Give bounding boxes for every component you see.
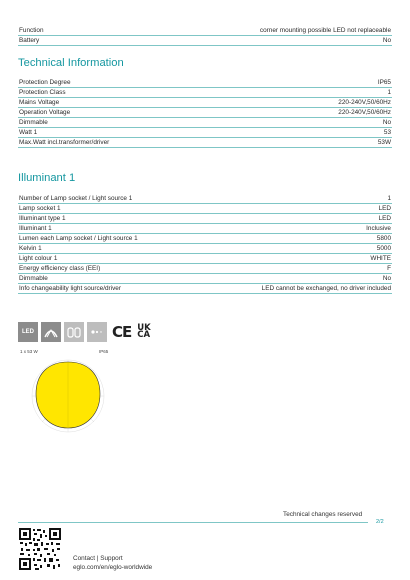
table-row [18, 36, 392, 46]
row-value: 1 [387, 195, 391, 202]
table-row [18, 194, 392, 204]
page-number: 2/2 [376, 519, 384, 525]
dimming-icon [87, 322, 107, 342]
ukca-mark-icon: UK CA [137, 322, 151, 340]
row-value: Inclusive [366, 225, 391, 232]
row-value: No [382, 275, 391, 282]
row-value: corner mounting possible LED not replaceable [259, 27, 391, 34]
section-heading-technical: Technical Information [18, 57, 124, 69]
row-label: Info changeability light source/driver [19, 285, 121, 292]
row-label: Watt 1 [19, 129, 38, 136]
row-value: 5800 [376, 235, 391, 242]
table-row [18, 284, 392, 294]
row-value: 53W [377, 139, 391, 146]
row-value: No [382, 119, 391, 126]
beam-angle-icon [41, 322, 61, 342]
row-label: Illuminant type 1 [19, 215, 66, 222]
led-icon: LED [18, 322, 38, 342]
table-row [18, 214, 392, 224]
row-label: Lumen each Lamp socket / Light source 1 [19, 235, 138, 242]
table-row [18, 274, 392, 284]
general-table [18, 26, 392, 46]
section-heading-illuminant: Illuminant 1 [18, 172, 76, 184]
row-label: Light colour 1 [19, 255, 58, 262]
row-value: LED [378, 215, 391, 222]
row-label: Dimmable [19, 119, 48, 126]
technical-changes-notice: Technical changes reserved [283, 511, 363, 518]
row-label: Max.Watt incl.transformer/driver [19, 139, 110, 146]
table-row [18, 128, 392, 138]
row-value: 1 [387, 89, 391, 96]
row-label: Number of Lamp socket / Light source 1 [19, 195, 133, 202]
row-label: Illuminant 1 [19, 225, 52, 232]
table-row [18, 204, 392, 214]
ceiling-mount-icon [64, 322, 84, 342]
row-value: F [387, 265, 391, 272]
photometry-ip-label: IP65 [99, 349, 109, 354]
footer-divider [18, 522, 368, 523]
table-row [18, 78, 392, 88]
row-label: Operation Voltage [19, 109, 71, 116]
row-label: Mains Voltage [19, 99, 60, 106]
feature-icons [18, 322, 151, 342]
table-row [18, 26, 392, 36]
contact-url[interactable]: eglo.com/en/eglo-worldwide [73, 564, 153, 571]
photometry-watt-label: 1 x 53 W [20, 349, 38, 354]
row-label: Protection Degree [19, 79, 71, 86]
table-row [18, 138, 392, 148]
table-row [18, 264, 392, 274]
row-label: Lamp socket 1 [19, 205, 61, 212]
row-label: Kelvin 1 [19, 245, 42, 252]
row-label: Battery [19, 37, 40, 44]
qr-code-icon [18, 527, 62, 571]
photometric-diagram [18, 356, 118, 442]
row-value: 220-240V,50/60Hz [338, 109, 391, 116]
row-value: 53 [383, 129, 391, 136]
table-row [18, 88, 392, 98]
table-row [18, 254, 392, 264]
table-row [18, 244, 392, 254]
table-row [18, 108, 392, 118]
table-row [18, 118, 392, 128]
row-value: WHITE [370, 255, 391, 262]
row-value: IP65 [377, 79, 391, 86]
illuminant-table [18, 194, 392, 294]
row-label: Energy efficiency class (EEI) [19, 265, 101, 272]
row-label: Dimmable [19, 275, 48, 282]
row-label: Protection Class [19, 89, 66, 96]
table-row [18, 98, 392, 108]
table-row [18, 234, 392, 244]
row-value: LED [378, 205, 391, 212]
row-value: 5000 [376, 245, 391, 252]
contact-support-label: Contact | Support [73, 555, 123, 562]
row-value: LED cannot be exchanged, no driver included [261, 285, 391, 292]
row-value: 220-240V,50/60Hz [338, 99, 391, 106]
row-value: No [382, 37, 391, 44]
table-row [18, 224, 392, 234]
ce-mark-icon: CE [112, 323, 132, 341]
row-label: Function [19, 27, 44, 34]
technical-table [18, 78, 392, 148]
